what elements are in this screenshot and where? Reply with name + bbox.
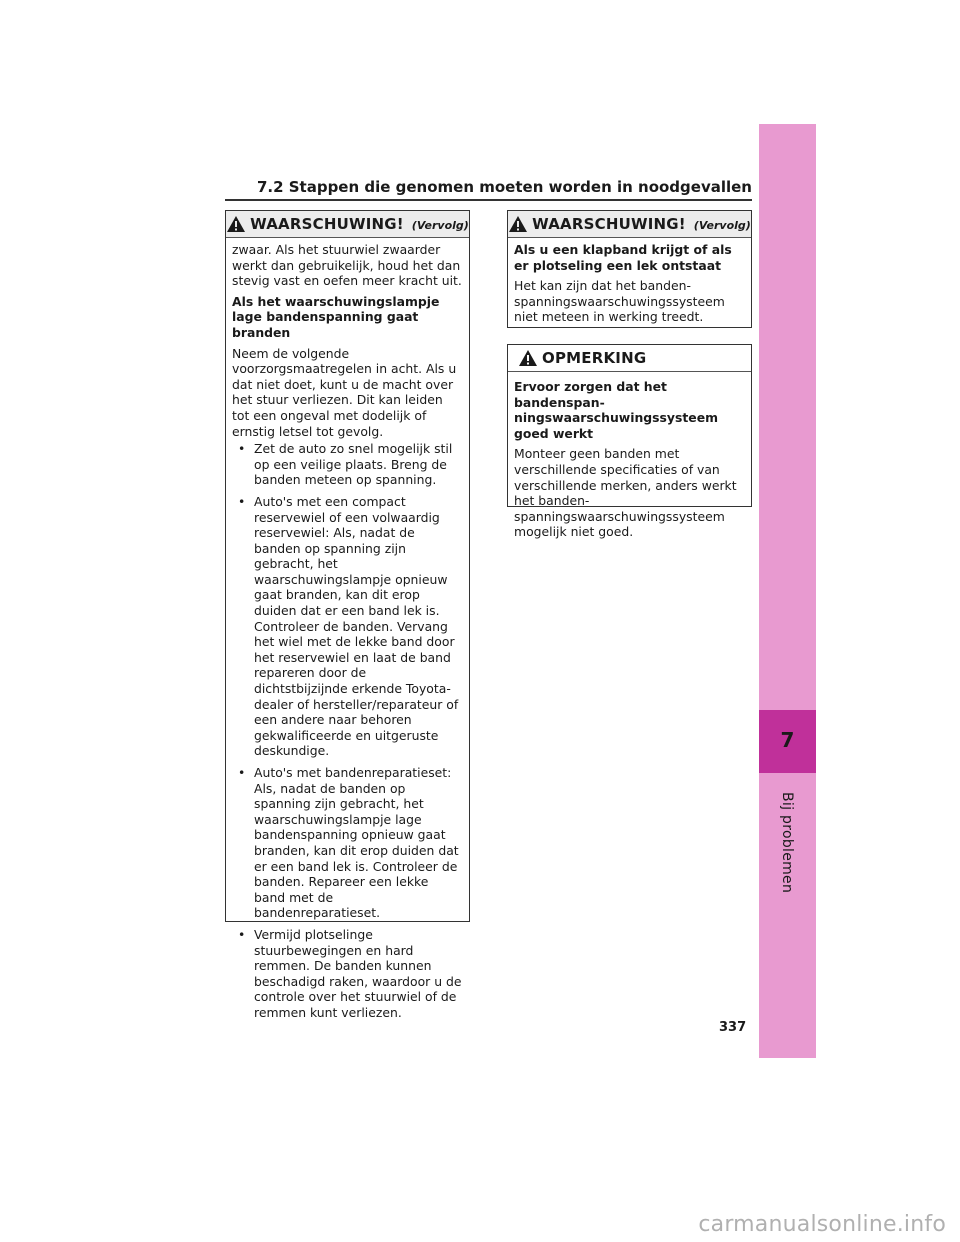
warning-box-left [225, 210, 470, 1020]
warning-bullet-list [232, 441, 463, 1020]
warning-paragraph: Neem de volgende voorzorgsmaatregelen in acht. Als u dat niet doet, kunt u de macht over het stuur verliezen. Dit kan leiden tot een ongeval met dodelijk of ernstig letsel tot gevolg. [232, 345, 457, 439]
warning-heading: WAARSCHUWING! [250, 215, 404, 233]
warning-box-header [508, 211, 751, 238]
warning-box-body [508, 238, 751, 338]
warning-box-body [226, 238, 469, 1035]
warning-triangle-icon [226, 215, 246, 233]
list-item: • Auto's met een compact reservewiel of een volwaardig reservewiel: Als, nadat de banden op spanning zijn gebracht, het waarschuwingslampje opnieuw gaat branden, kan dit erop duiden dat er een band lek is. Controleer de banden. Vervang het wiel met de lekke band door het reservewiel en laat de band repareren door de dichtstbijzijnde erkende Toyota-dealer of hersteller/reparateur of een andere naar behoren gekwalificeerde en uitgeruste deskundige. [238, 493, 459, 759]
warning-box-right [507, 210, 752, 328]
list-item: • Zet de auto zo snel mogelijk stil op een veilige plaats. Breng de banden meteen op spanning. [238, 441, 453, 488]
chapter-title: Bij problemen [779, 792, 795, 894]
header-rule [225, 199, 752, 201]
warning-heading-sub: (Vervolg) [411, 219, 469, 232]
warning-subheading: Als het waarschuwingslampje lage bandenspanning gaat branden [232, 293, 440, 340]
warning-subheading: Als u een klapband krijgt of als er plotseling een lek ontstaat [514, 242, 732, 273]
notice-box-header [508, 345, 751, 372]
section-header-title: 7.2 Stappen die genomen moeten worden in noodgevallen [256, 178, 752, 196]
list-item: • Auto's met bandenreparatieset: Als, nadat de banden op spanning zijn gebracht, het waarschuwingslampje lage bandenspanning opnieuw gaat branden, kan dit erop duiden dat er een band lek is. Controleer de banden. Repareer een lekke band met de bandenreparatieset. [238, 765, 459, 921]
warning-heading-sub: (Vervolg) [693, 219, 751, 232]
notice-box [507, 344, 752, 540]
notice-box-body [508, 372, 751, 553]
notice-icon [518, 349, 538, 367]
notice-paragraph: Monteer geen banden met verschillende specificaties of van verschillende merken, anders werkt het banden-spanningswaarschuwingssysteem mogelijk niet goed. [514, 446, 737, 540]
warning-box-header [226, 211, 469, 238]
chapter-number: 7 [780, 728, 795, 752]
page-number: 337 [719, 1020, 747, 1035]
chapter-side-tab [759, 124, 816, 1058]
list-item: • Vermijd plotselinge stuurbewegingen en hard remmen. De banden kunnen beschadigd raken, waardoor u de controle over het stuurwiel of de remmen kunt verliezen. [238, 926, 462, 1020]
notice-heading: OPMERKING [542, 349, 647, 367]
watermark-text: carmanualsonline.info [698, 1212, 946, 1237]
warning-heading: WAARSCHUWING! [532, 215, 686, 233]
warning-intro: zwaar. Als het stuurwiel zwaarder werkt dan gebruikelijk, houd het dan stevig vast en oefen meer kracht uit. [232, 242, 462, 289]
notice-subheading: Ervoor zorgen dat het bandenspan-ningswaarschuwingssysteem goed werkt [514, 379, 719, 441]
warning-paragraph: Het kan zijn dat het banden-spanningswaarschuwingssysteem niet meteen in werking treedt. [514, 278, 725, 325]
warning-triangle-icon [508, 215, 528, 233]
